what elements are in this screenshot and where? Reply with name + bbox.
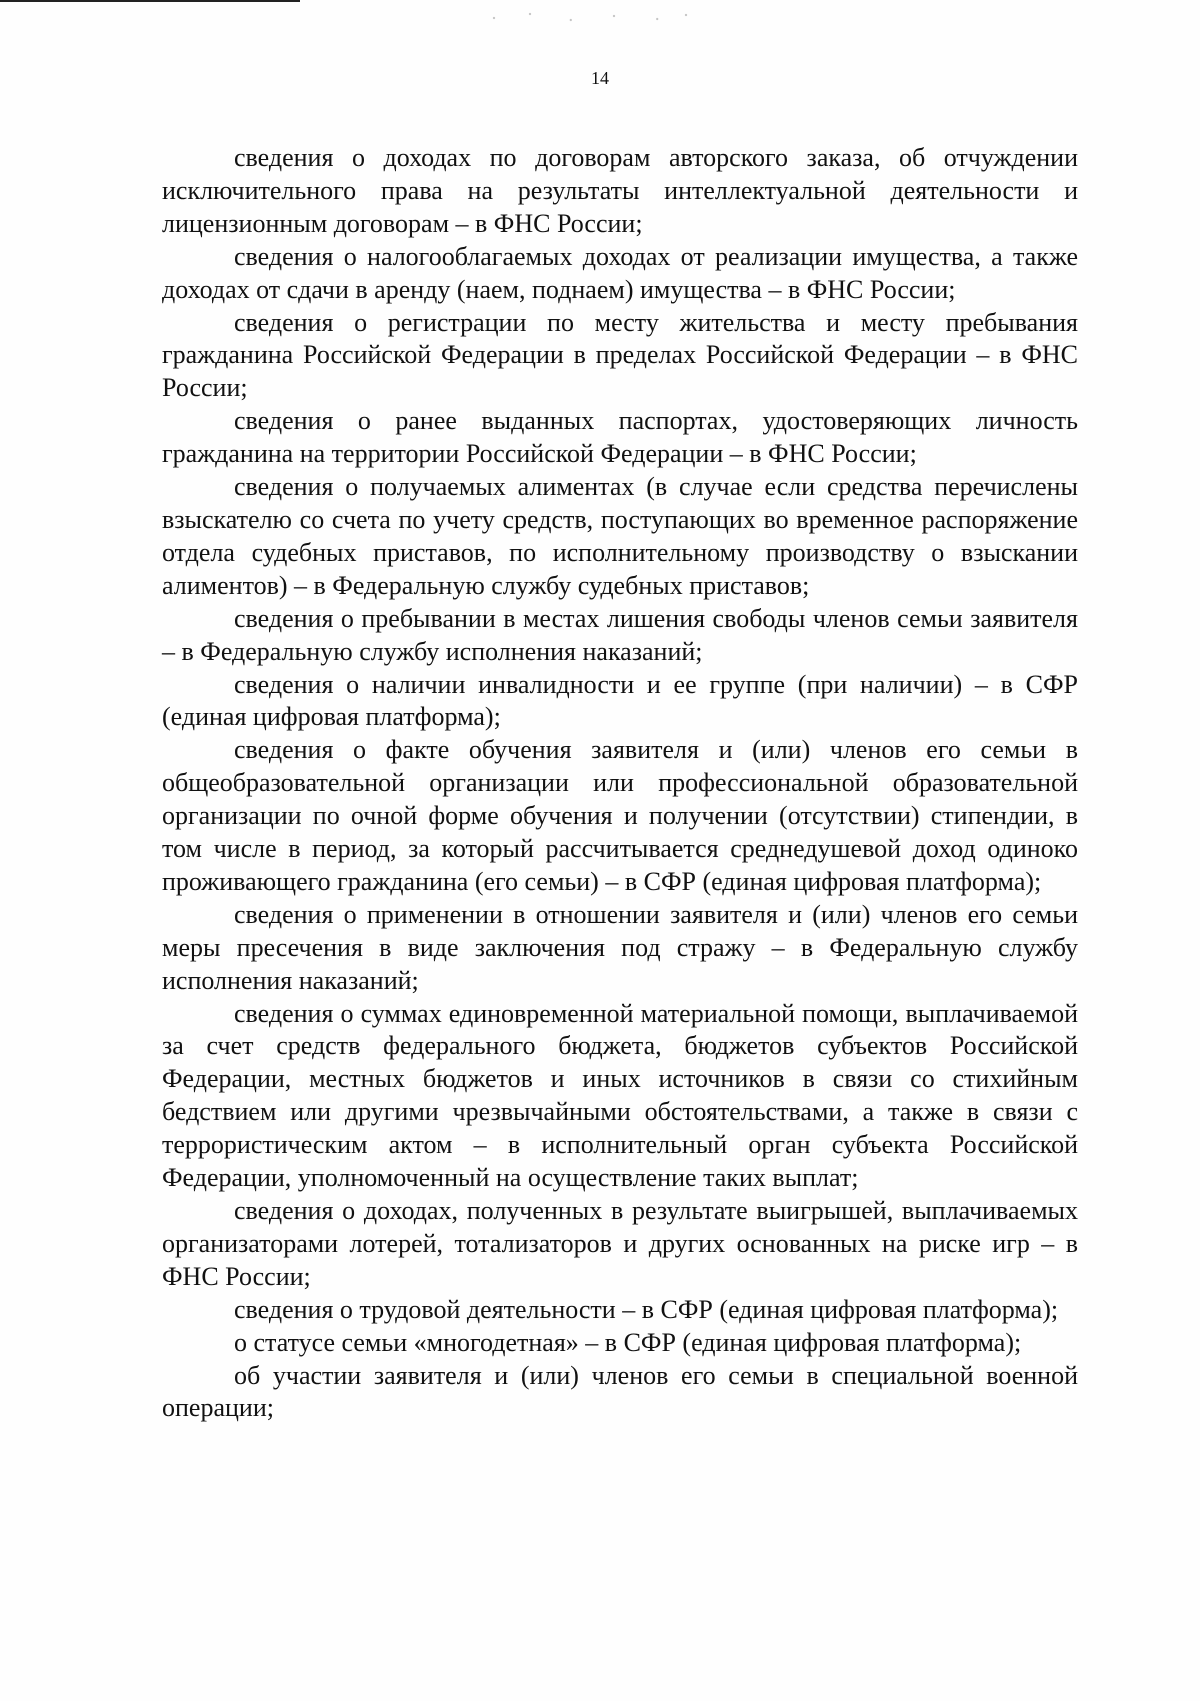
paragraph: сведения о регистрации по месту жительства и месту пребывания гражданина Российской Федерации в пределах Российской Федерации – в ФНС России; [162, 307, 1078, 403]
paragraph: сведения о налогооблагаемых доходах от реализации имущества, а также доходах от сдачи в аренду (наем, поднаем) имущества – в ФНС России; [162, 241, 1078, 304]
paragraph: сведения о суммах единовременной материальной помощи, выплачиваемой за счет средств федерального бюджета, бюджетов субъектов Российской Федерации, местных бюджетов и иных источников в связи со стихийным бедствием или другими чрезвычайными обстоятельствами, а также в связи с террористическим актом – в исполнительный орган субъекта Российской Федерации, уполномоченный на осуществление таких выплат; [162, 998, 1078, 1193]
paragraph: сведения о факте обучения заявителя и (или) членов его семьи в общеобразовательной организации или профессиональной образовательной организации по очной форме обучения и получении (отсутствии) стипендии, в том числе в период, за который рассчитывается среднедушевой доход одиноко проживающего гражданина (его семьи) – в СФР (единая цифровая платформа); [162, 735, 1078, 896]
paragraph: об участии заявителя и (или) членов его семьи в специальной военной операции; [162, 1360, 1078, 1423]
paragraph: сведения о доходах, полученных в результате выигрышей, выплачиваемых организаторами лотерей, тотализаторов и других основанных на риске игр – в ФНС России; [162, 1196, 1078, 1291]
paragraph: сведения о пребывании в местах лишения свободы членов семьи заявителя – в Федеральную службу исполнения наказаний; [162, 603, 1078, 666]
paragraph: сведения о ранее выданных паспортах, удостоверяющих личность гражданина на территории Российской Федерации – в ФНС России; [162, 406, 1078, 469]
paragraph: сведения о доходах по договорам авторского заказа, об отчуждении исключительного права на результаты интеллектуальной деятельности и лицензионным договорам – в ФНС России; [162, 143, 1078, 238]
paragraph: сведения о наличии инвалидности и ее группе (при наличии) – в СФР (единая цифровая платформа); [162, 669, 1078, 732]
paragraph: сведения о применении в отношении заявителя и (или) членов его семьи меры пресечения в виде заключения под стражу – в Федеральную службу исполнения наказаний; [162, 899, 1078, 995]
scan-noise [470, 8, 710, 28]
paragraph: о статусе семьи «многодетная» – в СФР (единая цифровая платформа); [234, 1327, 1022, 1357]
paragraph: сведения о трудовой деятельности – в СФР (единая цифровая платформа); [234, 1294, 1059, 1324]
paragraph: сведения о получаемых алиментах (в случае если средства перечислены взыскателю со счета по учету средств, поступающих во временное распоряжение отдела судебных приставов, по исполнительному производству о взыскании алиментов) – в Федеральную службу судебных приставов; [162, 472, 1078, 600]
scan-edge-line [0, 0, 300, 2]
page-number: 14 [591, 68, 609, 88]
document-body [162, 142, 1078, 1425]
